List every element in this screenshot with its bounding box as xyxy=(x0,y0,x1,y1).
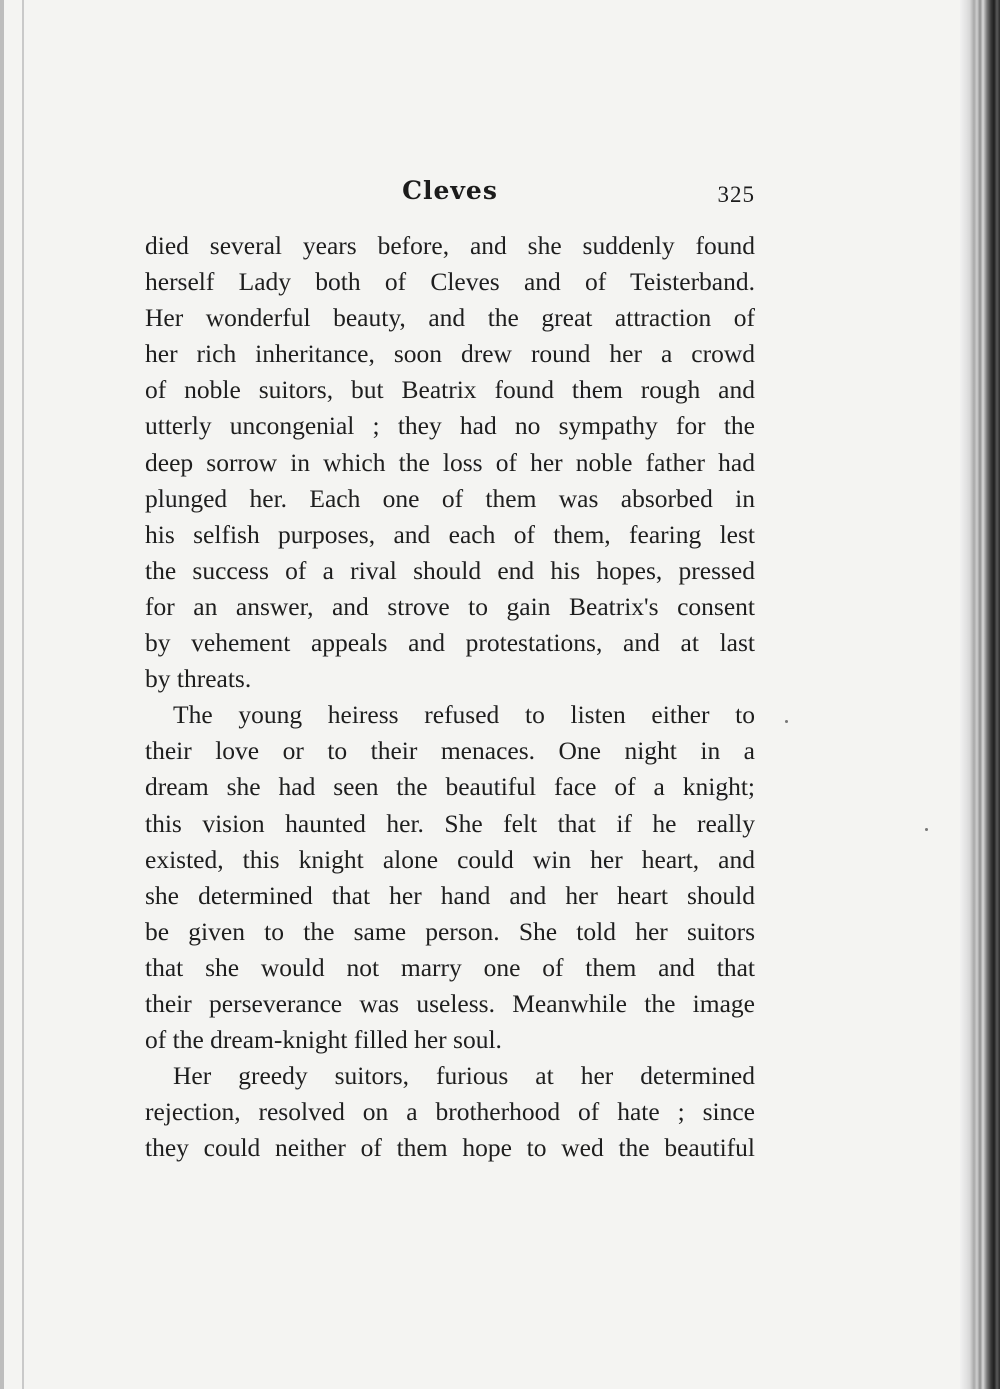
paragraph-3 xyxy=(145,1058,755,1166)
page-number: 325 xyxy=(717,182,755,207)
paragraph-2 xyxy=(145,697,755,1058)
text-line: by threats. xyxy=(145,664,252,694)
text-line: dream she had seen the beautiful face of a knight; xyxy=(145,772,755,802)
text-line: this vision haunted her. She felt that if he really xyxy=(145,808,755,838)
text-line: the success of a rival should end his hopes, pressed xyxy=(145,555,755,585)
text-line: plunged her. Each one of them was absorbed in xyxy=(145,483,755,513)
running-head xyxy=(145,176,755,216)
text-line: rejection, resolved on a brotherhood of hate ; since xyxy=(145,1097,755,1127)
text-line: herself Lady both of Cleves and of Teisterband. xyxy=(145,267,755,297)
text-line: existed, this knight alone could win her heart, and xyxy=(145,844,755,874)
scan-left-edge xyxy=(0,0,4,1389)
text-line: Her wonderful beauty, and the great attraction of xyxy=(145,303,755,333)
paragraph-1 xyxy=(145,228,755,697)
text-line: died several years before, and she suddenly found xyxy=(145,231,755,260)
text-line: The young heiress refused to listen either to xyxy=(173,700,755,730)
text-line: of noble suitors, but Beatrix found them rough and xyxy=(145,375,755,405)
text-line: by vehement appeals and protestations, and at last xyxy=(145,628,755,658)
text-line: utterly uncongenial ; they had no sympathy for the xyxy=(145,411,755,441)
text-line: Her greedy suitors, furious at her determined xyxy=(173,1061,755,1091)
text-line: she determined that her hand and her heart should xyxy=(145,880,755,910)
text-line: their perseverance was useless. Meanwhile the image xyxy=(145,988,755,1018)
text-line: of the dream-knight filled her soul. xyxy=(145,1025,502,1055)
text-line: that she would not marry one of them and that xyxy=(145,952,755,982)
paper-speck xyxy=(785,720,788,723)
paper-speck xyxy=(925,828,928,831)
chapter-title: Cleves xyxy=(402,176,498,205)
text-line: be given to the same person. She told her suitors xyxy=(145,916,755,946)
text-line: deep sorrow in which the loss of her noble father had xyxy=(145,447,755,477)
text-line: they could neither of them hope to wed the beautiful xyxy=(145,1133,755,1163)
text-line: for an answer, and strove to gain Beatrix's consent xyxy=(145,591,755,621)
body-text xyxy=(145,228,755,1166)
text-line: her rich inheritance, soon drew round her a crowd xyxy=(145,339,755,369)
book-binding-edge xyxy=(960,0,1000,1389)
text-line: his selfish purposes, and each of them, fearing lest xyxy=(145,519,755,549)
text-line: their love or to their menaces. One night in a xyxy=(145,736,755,766)
scan-left-rule xyxy=(22,0,24,1389)
